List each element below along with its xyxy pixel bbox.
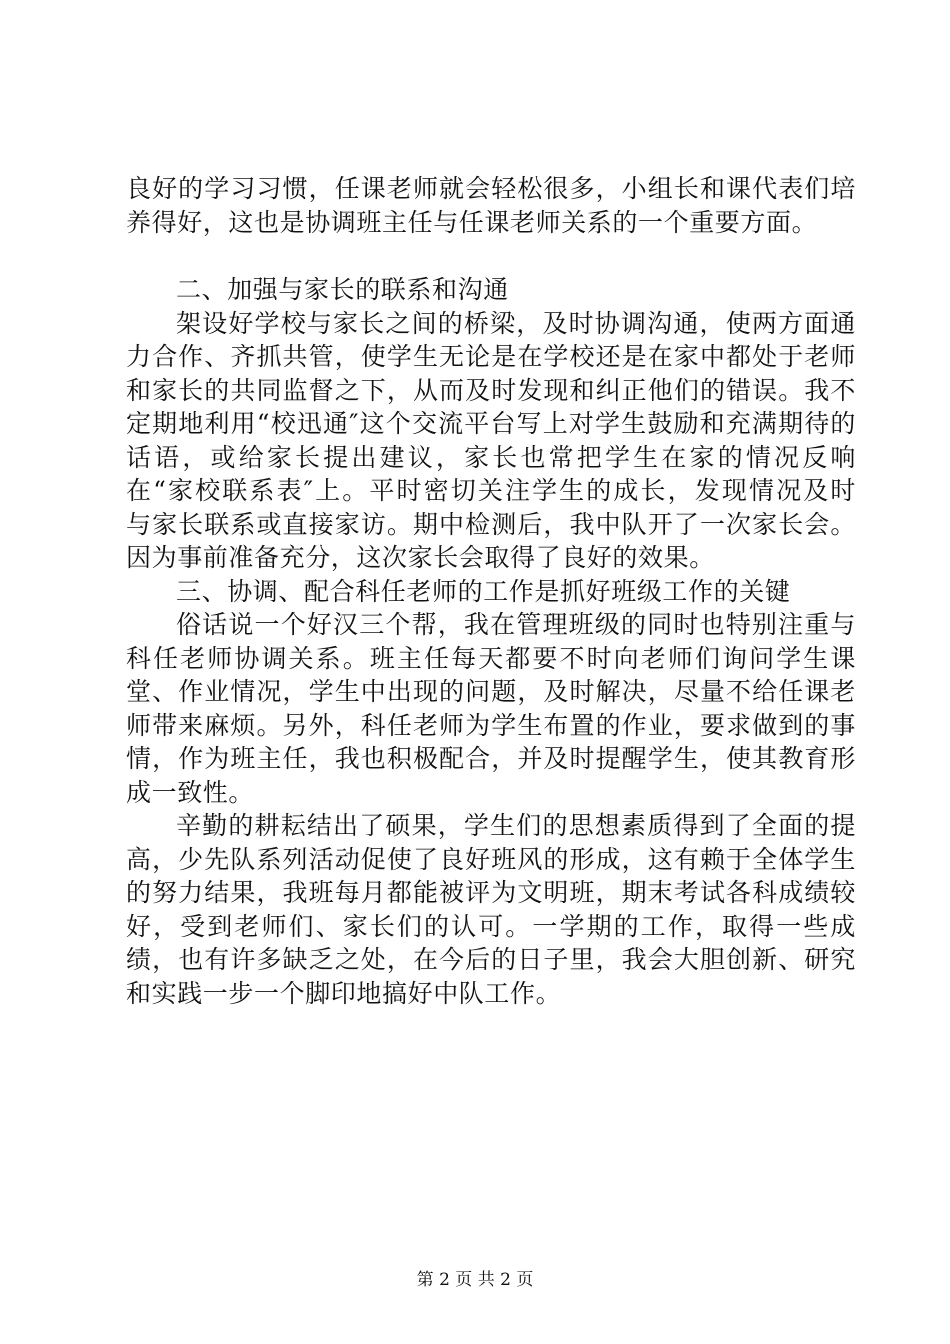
paragraph-parents: 架设好学校与家长之间的桥梁，及时协调沟通，使两方面通力合作、齐抓共管，使学生无论是在学校还是在家中都处于老师和家长的共同监督之下，从而及时发现和纠正他们的错误。我不定期地利用“校迅通″这个交流平台写上对学生鼓励和充满期待的话语，或给家长提出建议，家长也常把学生在家的情况反响在“家校联系表″上。平时密切关注学生的成长，发现情况及时 与家长联系或直接家访。期中检测后，我中队开了一次家长会。因为事前准备充分，这次家长会取得了良好的效果。: [126, 308, 908, 572]
page-footer: 第 2 页 共 2 页: [416, 1270, 534, 1290]
paragraph-teachers: 俗话说一个好汉三个帮，我在管理班级的同时也特别注重与科任老师协调关系。班主任每天都要不时向老师们询问学生课堂、作业情况，学生中出现的问题，及时解决，尽量不给任课老师带来麻烦。另外，科任老师为学生布置的作业，要求做到的事情，作为班主任，我也积极配合，并及时提醒学生，使其教育形成一致性。: [126, 610, 856, 807]
section-heading-teachers: 三、协调、配合科任老师的工作是抓好班级工作的关键: [176, 576, 791, 606]
paragraph-gap: [126, 239, 856, 273]
paragraph-conclusion: 辛勤的耕耘结出了硕果，学生们的思想素质得到了全面的提高，少先队系列活动促使了良好班风的形成，这有赖于全体学生的努力结果，我班每月都能被评为文明班，期末考试各科成绩较好，受到老师们、家长们的认可。一学期的工作，取得一些成绩，也有许多缺乏之处，在今后的日子里，我会大胆创新、研究和实践一步一个脚印地搞好中队工作。: [126, 811, 856, 1008]
section-heading-parents: 二、加强与家长的联系和沟通: [176, 275, 509, 304]
document-body: [126, 172, 908, 1010]
paragraph-continuation: 良好的学习习惯，任课老师就会轻松很多，小组长和课代表们培养得好，这也是协调班主任与任课老师关系的一个重要方面。: [126, 174, 856, 237]
